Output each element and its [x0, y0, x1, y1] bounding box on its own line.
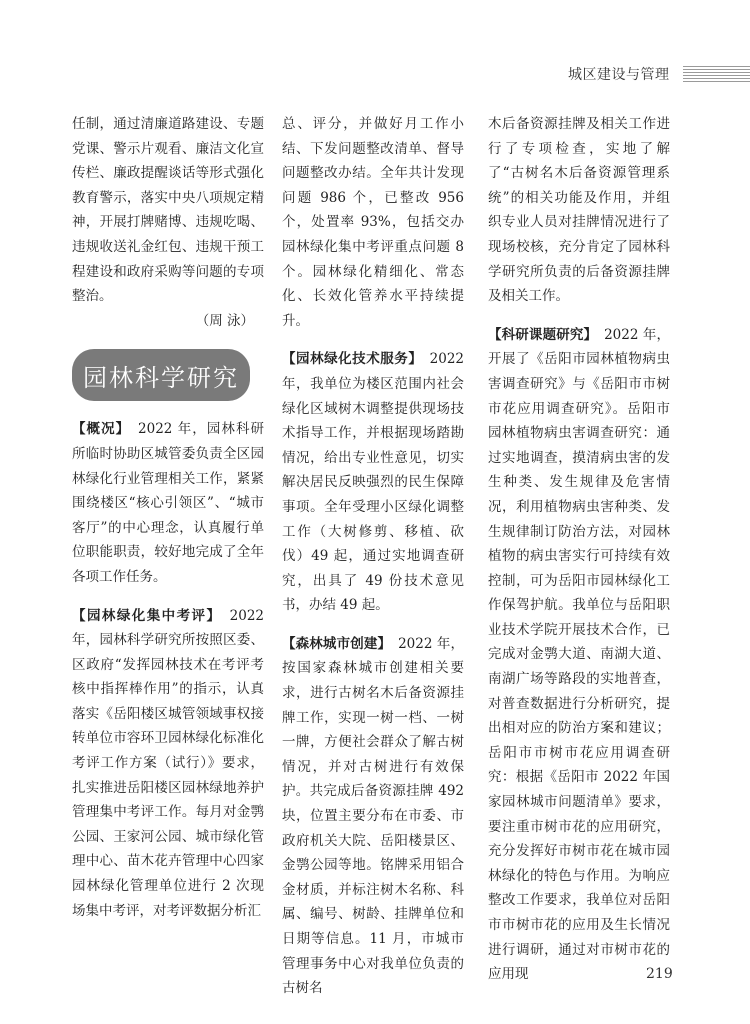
heading-tech-service: 【园林绿化技术服务】 — [282, 351, 416, 368]
paragraph-assessment — [72, 604, 264, 924]
heading-assessment: 【园林绿化集中考评】 — [72, 607, 215, 624]
paragraph-tech-service — [282, 347, 464, 618]
author-signature: （周 泳） — [195, 312, 254, 329]
header-section-title: 城区建设与管理 — [568, 67, 670, 83]
page-number: 219 — [646, 966, 673, 982]
heading-research: 【科研课题研究】 — [488, 326, 591, 343]
body-research: 2022 年，开展了《岳阳市园林植物病虫害调查研究》与《岳阳市市树市花应用调查研究》。岳阳市园林植物病虫害调查研究：通过实地调查，摸清病虫害的发生种类、发生规律及危害情况，利用植物病虫害种类、发生规律制订防治方法，对园林植物的病虫害实行可持续有效控制，可为岳阳市园林绿化工作保驾护航。我单位与岳阳职业技术学院开展技术合作，已完成对金鹗大道、南湖大道、南湖广场等路段的实地普查，对普查数据进行分析研究，提出相对应的防治方案和建议；岳阳市市树市花应用调查研究：根据《岳阳市 2022 年国家园林城市问题清单》要求，要注重市树市花的应用研究，充分发挥好市树市花在城市园林绿化的特色与作用。为响应整改工作要求，我单位对岳阳市市树市花的应用及生长情况进行调研，通过对市树市花的应用现 — [488, 326, 671, 983]
column-2 — [282, 112, 464, 1001]
column-1 — [72, 112, 264, 923]
heading-forest-city: 【森林城市创建】 — [282, 635, 385, 652]
section-banner: 园林科学研究 — [72, 349, 250, 401]
paragraph-integrity: 任制，通过清廉道路建设、专题党课、警示片观看、廉洁文化宣传栏、廉政提醒谈话等形式强化教育警示，落实中央八项规定精神，开展打牌赌博、违规吃喝、违规收送礼金红包、违规干预工程建设和政府采购等问题的专项整治。 — [72, 116, 264, 305]
body-tech-service: 2022 年，我单位为楼区范围内社会绿化区域树木调整提供现场技术指导工作，并根据现场踏勘情况，给出专业性意见，切实解决居民反映强烈的民生保障事项。全年受理小区绿化调整工作（大树修剪、移植、砍伐）49 起，通过实地调查研究，出具了 49 份技术意见书，办结 49 起。 — [282, 351, 465, 614]
header-decorative-stripes — [683, 66, 750, 82]
body-overview: 2022 年，园林科研所临时协助区城管委负责全区园林绿化行业管理相关工作，紧紧围绕楼区“核心引领区”、“城市客厅”的中心理念，认真履行单位职能职责，较好地完成了全年各项工作任务。 — [72, 421, 265, 585]
paragraph-overview — [72, 417, 264, 589]
column-3 — [488, 112, 670, 987]
paragraph-research — [488, 323, 670, 987]
body-forest-city: 2022 年，按国家森林城市创建相关要求，进行古树名木后备资源挂牌工作，实现一树一档、一树一牌，方便社会群众了解古树情况，并对古树进行有效保护。共完成后备资源挂牌 492 块，位置主要分布在市委、市政府机关大院、岳阳楼景区、金鹗公园等地。铭牌采用铝合金材质，并标注树木名称、科属、编号、树龄、挂牌单位和日期等信息。11 月，市城市管理事务中心对我单位负责的古树名 — [282, 635, 465, 997]
heading-overview: 【概况】 — [72, 421, 124, 438]
paragraph-forest-city — [282, 632, 464, 1001]
paragraph-assessment-cont: 总、评分，并做好月工作小结、下发问题整改清单、督导问题整改办结。全年共计发现问题 986 个，已整改 956 个，处置率 93%，包括交办园林绿化集中考评重点问题 8 个。园林绿化精细化、常态化、长效化管养水平持续提升。 — [282, 116, 464, 329]
paragraph-forest-city-cont: 木后备资源挂牌及相关工作进行了专项检查，实地了解了“古树名木后备资源管理系统”的相关功能及作用，并组织专业人员对挂牌情况进行了现场校核，充分肯定了园林科学研究所负责的后备资源挂牌及相关工作。 — [488, 116, 670, 305]
body-assessment: 2022 年，园林科学研究所按照区委、区政府“发挥园林技术在考评考核中指挥棒作用”的指示，认真落实《岳阳楼区城管领域事权接转单位市容环卫园林绿化标准化考评工作方案（试行）》要求，扎实推进岳阳楼区园林绿地养护管理集中考评工作。每月对金鹗公园、王家河公园、城市绿化管理中心、苗木花卉管理中心四家园林绿化管理单位进行 2 次现场集中考评，对考评数据分析汇 — [72, 607, 265, 919]
